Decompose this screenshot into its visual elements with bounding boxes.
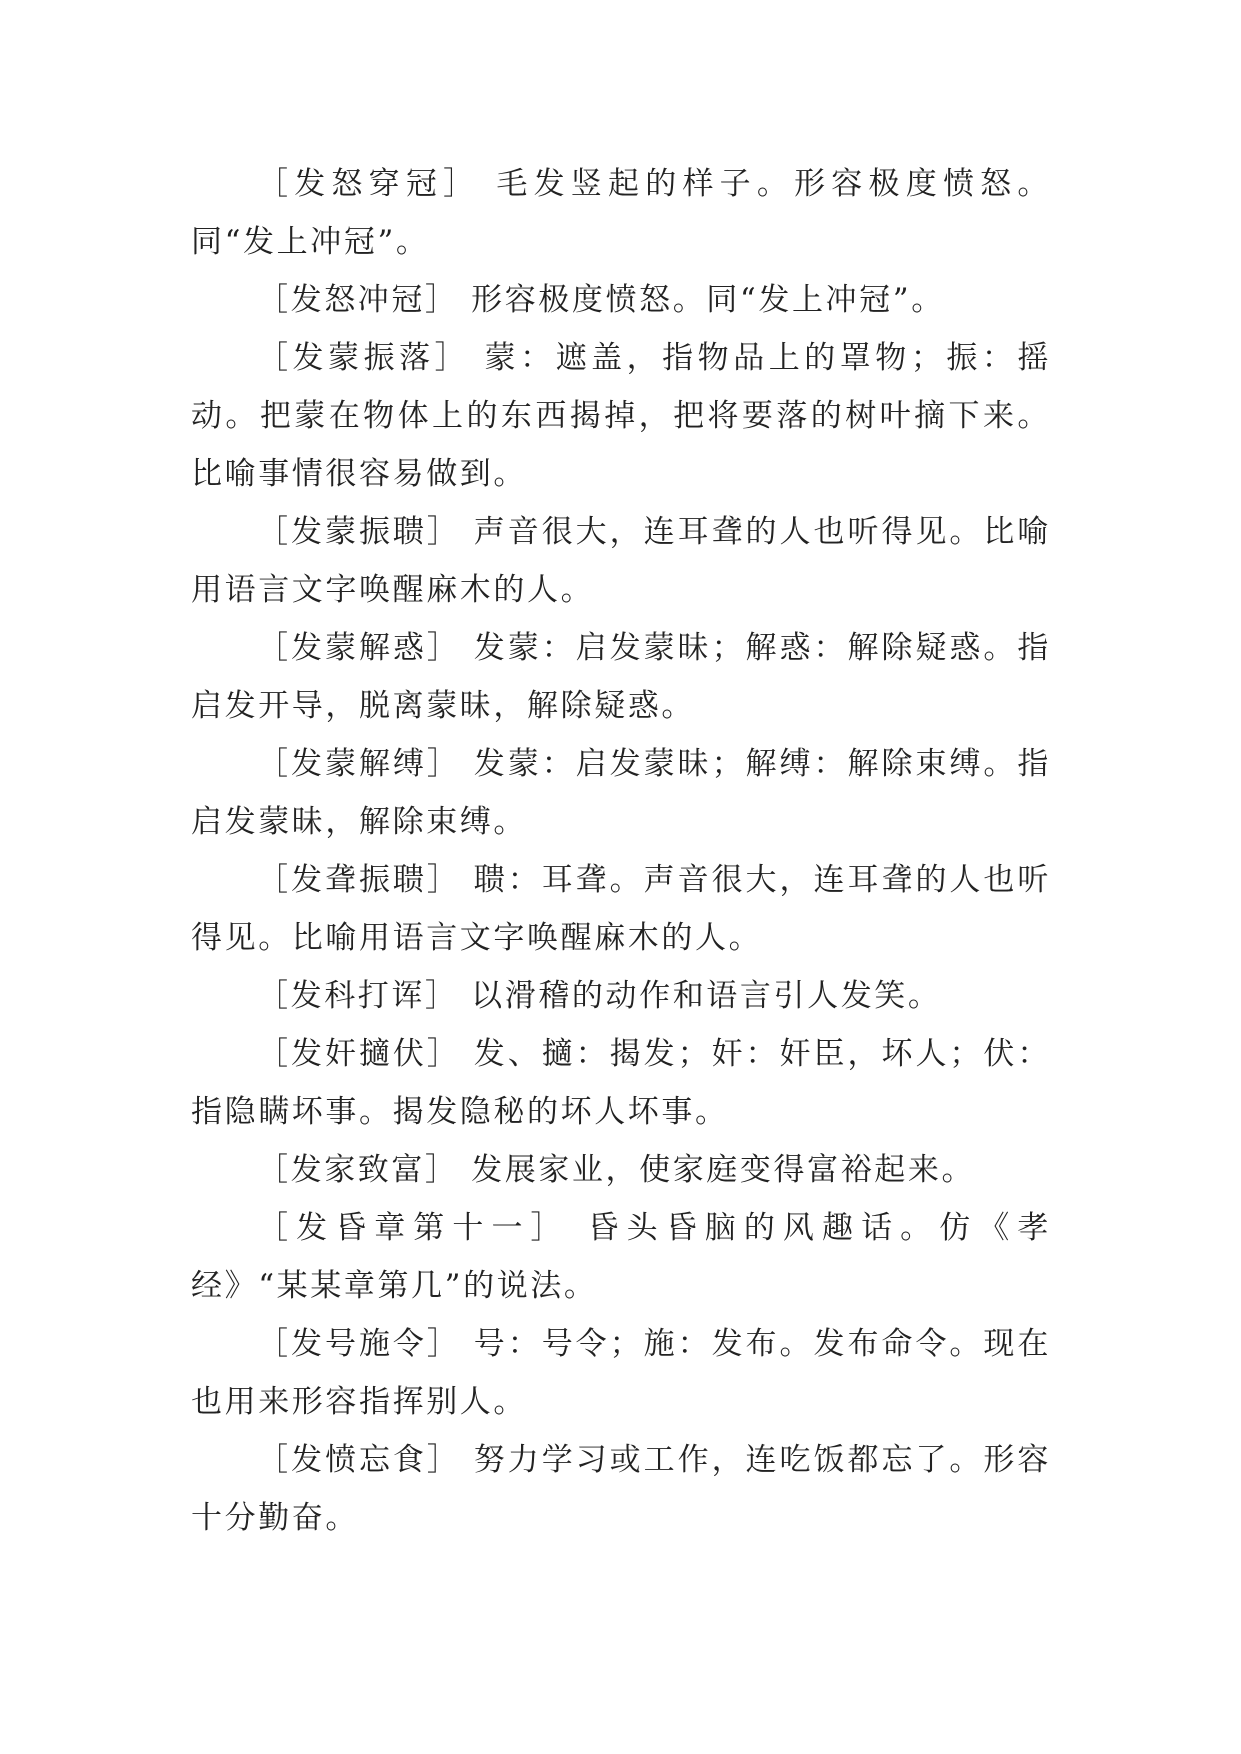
dictionary-entry [191,851,1051,967]
dictionary-entry [191,155,1051,271]
entry-headword: ［ 发怒冲冠 ］ [257,282,459,318]
entry-definition: 声音很大，连耳聋的人也听得见。比喻用语言文字唤醒麻木的人。 [191,514,1051,608]
entry-definition: 发展家业，使家庭变得富裕起来。 [471,1152,976,1188]
entry-headword: ［ 发昏章第十一 ］ [257,1210,570,1246]
dictionary-entry [191,1315,1051,1431]
dictionary-entry [191,619,1051,735]
dictionary-entry [191,271,1051,329]
entry-headword: ［ 发聋振聩 ］ [257,862,461,898]
entry-definition: 昏头昏脑的风趣话。仿《孝经》“某某章第几”的说法。 [191,1210,1051,1304]
entry-headword: ［ 发蒙解惑 ］ [257,630,461,666]
entry-definition: 蒙：遮盖，指物品上的罩物；振：摇动。把蒙在物体上的东西揭掉，把将要落的树叶摘下来。比喻事情很容易做到。 [191,340,1051,492]
entry-definition: 形容极度愤怒。同“发上冲冠”。 [471,282,945,318]
entry-headword: ［ 发蒙解缚 ］ [257,746,461,782]
entry-definition: 发蒙：启发蒙昧；解惑：解除疑惑。指启发开导，脱离蒙昧，解除疑惑。 [191,630,1051,724]
entry-definition: 发蒙：启发蒙昧；解缚：解除束缚。指启发蒙昧，解除束缚。 [191,746,1051,840]
entry-headword: ［ 发家致富 ］ [257,1152,459,1188]
dictionary-entry [191,1025,1051,1141]
entry-headword: ［ 发号施令 ］ [257,1326,461,1362]
dictionary-entry [191,329,1051,503]
entry-headword: ［ 发怒穿冠 ］ [257,166,480,202]
entry-headword: ［ 发科打诨 ］ [257,978,459,1014]
entry-definition: 发、擿：揭发；奸：奸臣，坏人；伏：指隐瞒坏事。揭发隐秘的坏人坏事。 [191,1036,1051,1130]
entry-headword: ［ 发愤忘食 ］ [257,1442,461,1478]
dictionary-entry [191,1431,1051,1547]
entry-definition: 以滑稽的动作和语言引人发笑。 [471,978,942,1014]
dictionary-entry [191,967,1051,1025]
entry-headword: ［ 发奸擿伏 ］ [257,1036,461,1072]
dictionary-entry [191,503,1051,619]
dictionary-entry [191,1141,1051,1199]
entry-headword: ［ 发蒙振聩 ］ [257,514,461,550]
entry-definition: 聩：耳聋。声音很大，连耳聋的人也听得见。比喻用语言文字唤醒麻木的人。 [191,862,1051,956]
entry-definition: 号：号令；施：发布。发布命令。现在也用来形容指挥别人。 [191,1326,1051,1420]
entry-definition: 毛发竖起的样子。形容极度愤怒。同“发上冲冠”。 [191,166,1051,260]
dictionary-entry [191,735,1051,851]
dictionary-entries [191,155,1051,1547]
entry-headword: ［ 发蒙振落 ］ [257,340,470,376]
dictionary-entry [191,1199,1051,1315]
entry-definition: 努力学习或工作，连吃饭都忘了。形容十分勤奋。 [191,1442,1051,1536]
